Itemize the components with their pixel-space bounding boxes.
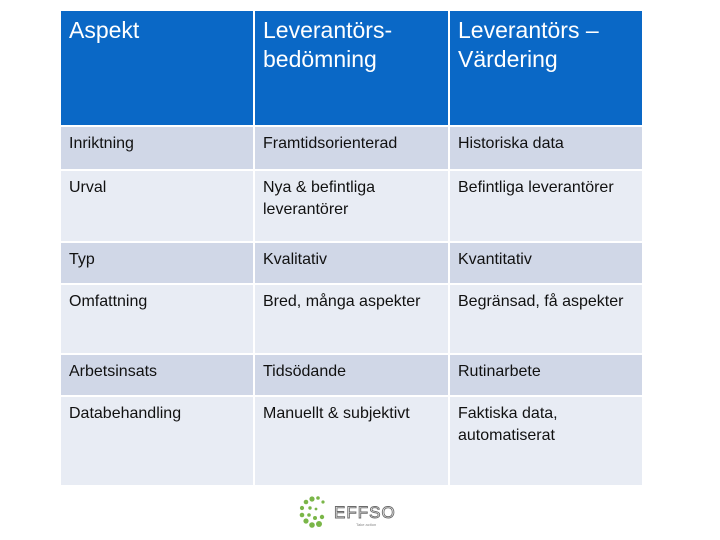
table-cell: Befintliga leverantörer <box>449 170 643 242</box>
table-cell: Faktiska data, automatiserat <box>449 396 643 486</box>
table-cell: Urval <box>60 170 254 242</box>
table-row <box>60 170 643 242</box>
table-row <box>60 396 643 486</box>
table-cell: Manuellt & subjektivt <box>254 396 449 486</box>
table-cell: Historiska data <box>449 126 643 170</box>
table-cell: Bred, många aspekter <box>254 284 449 354</box>
logo-tagline: Take action <box>356 522 377 527</box>
table-row <box>60 126 643 170</box>
table-cell: Tidsödande <box>254 354 449 396</box>
table-cell: Kvalitativ <box>254 242 449 284</box>
table-cell: Typ <box>60 242 254 284</box>
logo-mark-icon <box>298 494 408 530</box>
table-row <box>60 284 643 354</box>
table-cell: Databehandling <box>60 396 254 486</box>
table-cell: Rutinarbete <box>449 354 643 396</box>
table-cell: Omfattning <box>60 284 254 354</box>
table-cell: Framtidsorienterad <box>254 126 449 170</box>
table-cell: Arbetsinsats <box>60 354 254 396</box>
header-leverantorsvardering: Leverantörs – Värdering <box>449 10 643 126</box>
table-cell: Inriktning <box>60 126 254 170</box>
header-leverantorsbedomning: Leverantörs-bedömning <box>254 10 449 126</box>
table-row <box>60 354 643 396</box>
header-row <box>60 10 643 126</box>
table-cell: Kvantitativ <box>449 242 643 284</box>
effso-logo <box>298 494 408 530</box>
table-cell: Nya & befintliga leverantörer <box>254 170 449 242</box>
table-row <box>60 242 643 284</box>
table-cell: Begränsad, få aspekter <box>449 284 643 354</box>
header-aspekt: Aspekt <box>60 10 254 126</box>
comparison-table <box>59 9 644 487</box>
logo-wordmark: EFFSO <box>334 503 396 522</box>
